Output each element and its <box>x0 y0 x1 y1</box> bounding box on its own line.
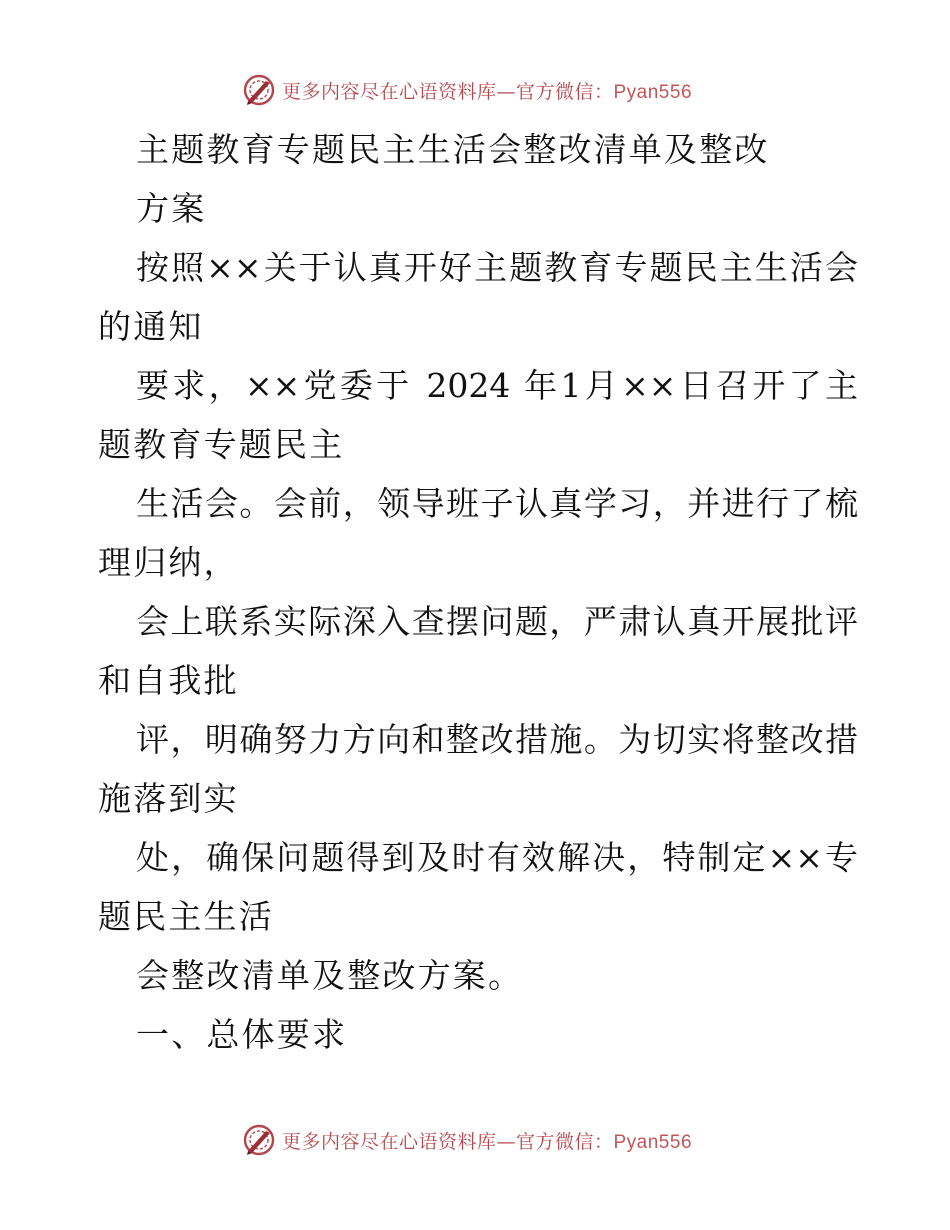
banner-slogan: 更多内容尽在心语资料库—官方微信： <box>281 80 614 103</box>
title-line-1: 主题教育专题民主生活会整改清单及整改 <box>136 130 770 169</box>
banner-slogan: 更多内容尽在心语资料库—官方微信： <box>281 1130 614 1153</box>
paragraph-line: 生活会。会前，领导班子认真学习，并进行了梳 <box>136 484 858 523</box>
banner-wechat-id: Pyan556 <box>613 1131 693 1153</box>
pen-logo-icon <box>242 1123 276 1157</box>
paragraph-line: 和自我批 <box>98 661 239 700</box>
paragraph-line: 题民主生活 <box>98 897 274 936</box>
header-banner-inner <box>242 73 692 107</box>
document-body <box>98 120 858 1064</box>
footer-banner-inner <box>242 1123 692 1157</box>
paragraph-line: 理归纳， <box>98 543 239 582</box>
banner-text <box>282 1127 692 1154</box>
paragraph-line: 会上联系实际深入查摆问题，严肃认真开展批评 <box>136 602 858 641</box>
title-line-2: 方案 <box>136 189 207 228</box>
header-banner <box>0 70 950 110</box>
paragraph-line: 评，明确努力方向和整改措施。为切实将整改措 <box>136 720 858 759</box>
section-heading: 一、总体要求 <box>136 1015 348 1054</box>
paragraph-line: 处，确保问题得到及时有效解决，特制定××专 <box>136 838 858 877</box>
paragraph-line: 要求，××党委于 2024 年1月××日召开了主 <box>136 366 858 405</box>
paragraph-line: 的通知 <box>98 307 204 346</box>
footer-banner <box>0 1120 950 1160</box>
paragraph-line: 按照××关于认真开好主题教育专题民主生活会 <box>136 248 858 287</box>
banner-wechat-id: Pyan556 <box>613 81 693 103</box>
paragraph-line: 施落到实 <box>98 779 239 818</box>
pen-logo-icon <box>242 73 276 107</box>
paragraph-line: 题教育专题民主 <box>98 425 345 464</box>
banner-text <box>282 77 692 104</box>
paragraph-line: 会整改清单及整改方案。 <box>136 956 524 995</box>
